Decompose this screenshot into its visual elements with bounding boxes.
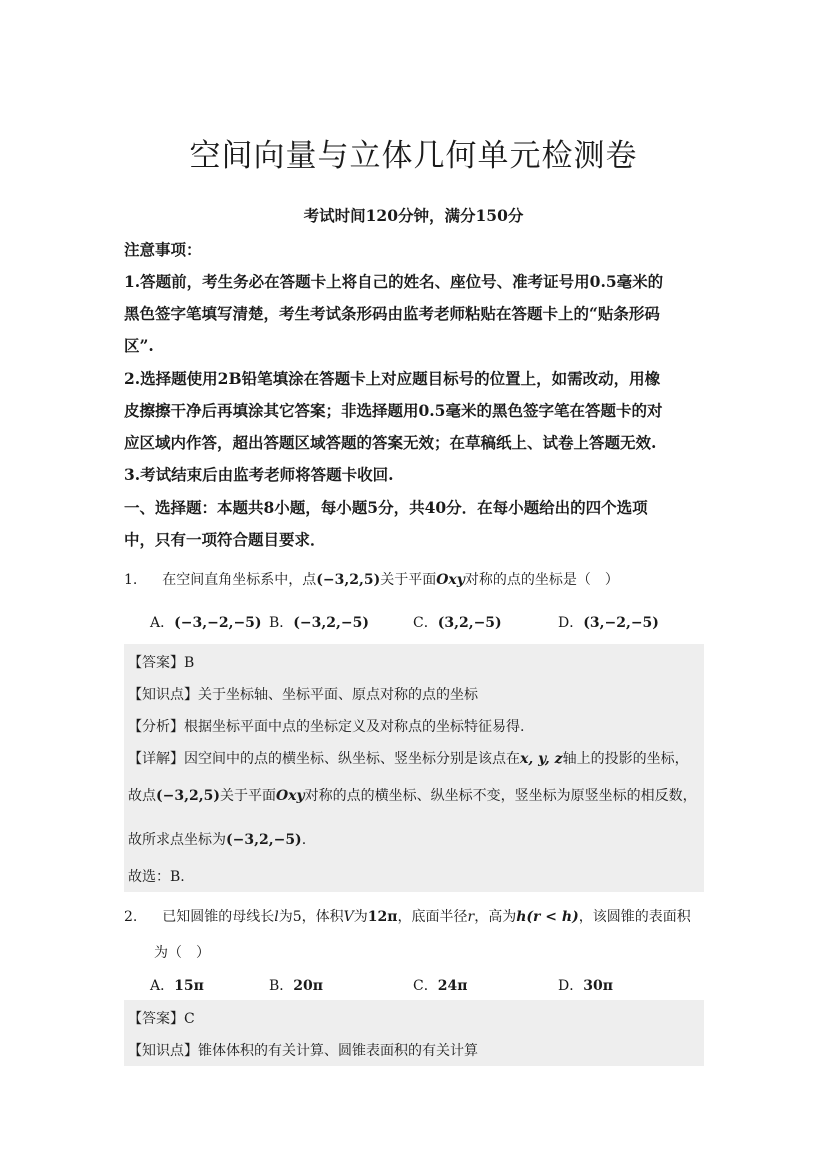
math-var: h	[516, 909, 527, 925]
detail-text: 关于平面	[219, 788, 276, 804]
math-axes: x, y, z	[520, 751, 563, 767]
option-label: A．	[150, 978, 175, 994]
option-value: (−3,−2,−5)	[174, 615, 262, 631]
option-value: (−3,2,−5)	[293, 615, 369, 631]
option-value: 15π	[174, 978, 204, 994]
question-text: 在空间直角坐标系中，点	[162, 572, 317, 588]
q1-detail-line-3	[128, 829, 306, 849]
notice-line-5: 皮擦擦干净后再填涂其它答案；非选择题用0.5毫米的黑色签字笔在答题卡的对	[124, 401, 663, 420]
math-point: (−3,2,5)	[316, 572, 381, 588]
exam-subtitle: 考试时间120分钟，满分150分	[303, 206, 524, 225]
notice-heading: 注意事项：	[124, 240, 202, 259]
q2-option-b	[269, 975, 323, 995]
option-label: D．	[558, 978, 584, 994]
option-value: (3,2,−5)	[437, 615, 502, 631]
notice-line-3: 区”.	[124, 336, 154, 355]
option-value: 20π	[293, 978, 324, 994]
detail-text: 故点	[128, 788, 156, 804]
page-title: 空间向量与立体几何单元检测卷	[189, 138, 638, 174]
option-label: C．	[413, 978, 438, 994]
notice-line-7: 3.考试结束后由监考老师将答题卡收回.	[124, 465, 394, 484]
question-2-stem	[124, 906, 708, 926]
q2-knowledge-point: 【知识点】锥体体积的有关计算、圆锥表面积的有关计算	[128, 1043, 478, 1059]
option-value: 30π	[583, 978, 613, 994]
question-text: 对称的点的坐标是（ ）	[464, 572, 619, 588]
math-var: r	[467, 909, 475, 925]
q2-option-c	[413, 975, 467, 995]
detail-text: 轴上的投影的坐标，	[562, 751, 689, 767]
detail-text: 【详解】因空间中的点的横坐标、纵坐标、竖坐标分别是该点在	[128, 751, 520, 767]
question-text: 为5，体积	[278, 909, 344, 925]
q1-choose: 故选：B.	[128, 869, 185, 885]
q1-option-b	[269, 612, 369, 632]
q1-knowledge-point: 【知识点】关于坐标轴、坐标平面、原点对称的点的坐标	[128, 687, 478, 703]
notice-line-6: 应区域内作答，超出答题区域答题的答案无效；在草稿纸上、试卷上答题无效.	[124, 433, 657, 452]
notice-line-4: 2.选择题使用2B铅笔填涂在答题卡上对应题目标号的位置上，如需改动，用橡	[124, 369, 661, 388]
q2-option-a	[150, 975, 204, 995]
q2-answer: 【答案】C	[128, 1011, 195, 1027]
math-plane: Oxy	[436, 572, 465, 588]
detail-text: 对称的点的横坐标、纵坐标不变，竖坐标为原竖坐标的相反数，	[304, 788, 697, 804]
detail-text: .	[301, 832, 307, 848]
option-value: 24π	[437, 978, 468, 994]
q1-analysis: 【分析】根据坐标平面中点的坐标定义及对称点的坐标特征易得.	[128, 719, 525, 735]
question-text: ，该圆锥的表面积	[578, 909, 691, 925]
q2-option-d	[558, 975, 613, 995]
question-text: ，高为	[474, 909, 517, 925]
question-text: 关于平面	[380, 572, 437, 588]
option-label: A．	[150, 615, 175, 631]
question-1-stem	[124, 569, 708, 589]
question-2-stem-line-2: 为（ ）	[154, 945, 210, 961]
math-point: (−3,2,5)	[156, 788, 220, 804]
question-text: 为	[353, 909, 368, 925]
option-label: B．	[269, 978, 294, 994]
option-label: C．	[413, 615, 438, 631]
math-plane: Oxy	[275, 788, 305, 804]
q1-solution-box	[124, 644, 704, 892]
q1-option-d	[558, 612, 659, 632]
notice-line-2: 黑色签字笔填写清楚，考生考试条形码由监考老师粘贴在答题卡上的“贴条形码	[124, 304, 660, 323]
math-condition: (r < h)	[526, 909, 579, 925]
q1-option-c	[413, 612, 502, 632]
math-value: 12π	[367, 909, 398, 925]
math-point: (−3,2,−5)	[226, 832, 302, 848]
q1-detail-line-2	[128, 785, 697, 805]
detail-text: 故所求点坐标为	[128, 832, 226, 848]
q1-detail-line-1	[128, 748, 689, 768]
question-number: 2.	[124, 909, 138, 925]
section-heading-line-1: 一、选择题：本题共8小题，每小题5分，共40分．在每小题给出的四个选项	[124, 498, 648, 517]
question-text: 已知圆锥的母线长	[162, 909, 275, 925]
math-var: l	[274, 909, 279, 925]
option-label: D．	[558, 615, 584, 631]
section-heading-line-2: 中，只有一项符合题目要求．	[124, 530, 326, 549]
option-label: B．	[269, 615, 294, 631]
q1-answer: 【答案】B	[128, 655, 195, 671]
question-number: 1.	[124, 572, 138, 588]
option-value: (3,−2,−5)	[583, 615, 659, 631]
math-var: V	[343, 909, 354, 925]
q1-option-a	[150, 612, 262, 632]
notice-line-1: 1.答题前，考生务必在答题卡上将自己的姓名、座位号、准考证号用0.5毫米的	[124, 272, 664, 291]
question-text: ，底面半径	[397, 909, 468, 925]
